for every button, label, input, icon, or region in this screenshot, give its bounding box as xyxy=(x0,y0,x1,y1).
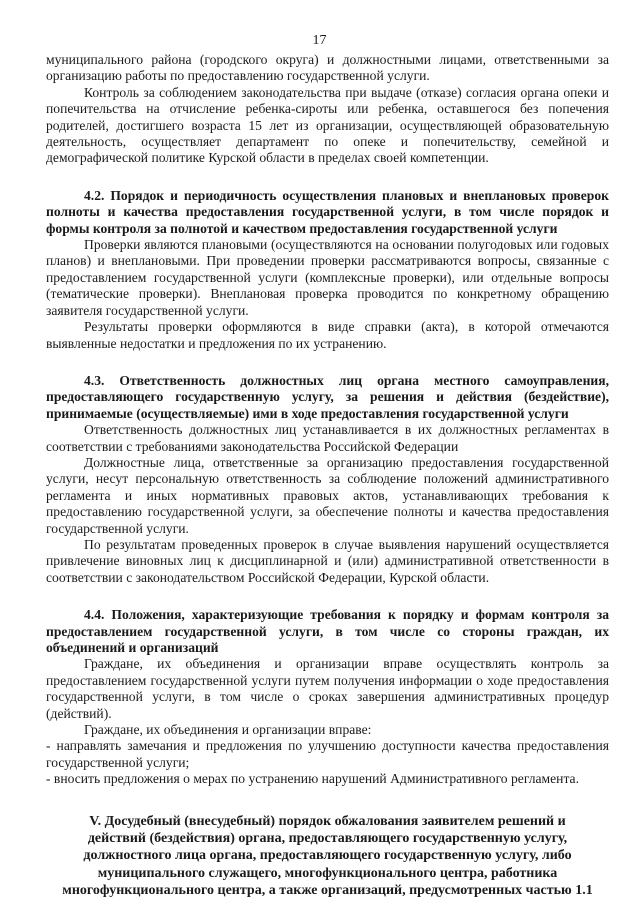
paragraph: Ответственность должностных лиц устанавливается в их должностных регламентах в соответствии с требованиями законодательства Российской Федерации xyxy=(46,422,609,454)
section-heading-4-2: 4.2. Порядок и периодичность осуществления плановых и внеплановых проверок полноты и качества предоставления государственной услуги, в том числе порядок и формы контроля за полнотой и качеством предоставления государственной услуги xyxy=(46,187,609,236)
paragraph: Должностные лица, ответственные за организацию предоставления государственной услуги, несут персональную ответственность за соблюдение положений административного регламента и иных нормативных правовых актов, устанавливающих требования к предоставлению государственной услуги, за обеспечение полноты и качества предоставления государственной услуги. xyxy=(46,454,609,536)
section-heading-v: V. Досудебный (внесудебный) порядок обжалования заявителем решений и действий (бездействия) органа, предоставляющего государственную услугу, должностного лица органа, предоставляющего государственную услугу, либо муниципального служащего, многофункционального центра, работника многофункционального центра, а также организаций, предусмотренных частью 1.1 xyxy=(62,813,593,899)
page-number: 17 xyxy=(312,33,327,48)
list-item: - направлять замечания и предложения по улучшению доступности качества предоставления государственной услуги; xyxy=(46,738,609,770)
section-heading-4-3: 4.3. Ответственность должностных лиц органа местного самоуправления, предоставляющего государственную услугу, за решения и действия (бездействие), принимаемые (осуществляемые) ими в ходе предоставления государственной услуги xyxy=(46,372,609,421)
list-item: - вносить предложения о мерах по устранению нарушений Административного регламента. xyxy=(46,771,579,787)
paragraph: Проверки являются плановыми (осуществляются на основании полугодовых или годовых планов) и внеплановыми. При проведении проверки рассматриваются вопросы, связанные с предоставлением государственной услуги (комплексные проверки), или отдельные вопросы (тематические проверки). Внеплановая проверка проводится по конкретному обращению заявителя государственной услуги. xyxy=(46,237,609,318)
paragraph: муниципального района (городского округа) и должностными лицами, ответственными за организацию работы по предоставлению государственной услуги. xyxy=(46,52,609,84)
document-body xyxy=(46,52,609,900)
paragraph: Контроль за соблюдением законодательства при выдаче (отказе) согласия органа опеки и попечительства на отчисление ребенка-сироты или ребенка, оставшегося без попечения родителей, достигшего возраста 15 лет из организации, осуществляющей образовательную деятельность, осуществляет департамент по опеке и попечительству, семейной и демографической политике Курской области в пределах своей компетенции. xyxy=(46,84,609,166)
paragraph: По результатам проведенных проверок в случае выявления нарушений осуществляется привлечение виновных лиц к дисциплинарной и (или) административной ответственности в соответствии с законодательством Российской Федерации, Курской области. xyxy=(46,536,609,585)
section-heading-4-4: 4.4. Положения, характеризующие требования к порядку и формам контроля за предоставлением государственной услуги, в том числе со стороны граждан, их объединений и организаций xyxy=(46,607,609,655)
paragraph: Результаты проверки оформляются в виде справки (акта), в которой отмечаются выявленные недостатки и предложения по их устранению. xyxy=(46,319,609,351)
paragraph: Граждане, их объединения и организации вправе: xyxy=(84,722,372,738)
paragraph: Граждане, их объединения и организации вправе осуществлять контроль за предоставлением государственной услуги путем получения информации о ходе предоставления государственной услуги, в том числе о сроках завершения административных процедур (действий). xyxy=(46,656,609,721)
